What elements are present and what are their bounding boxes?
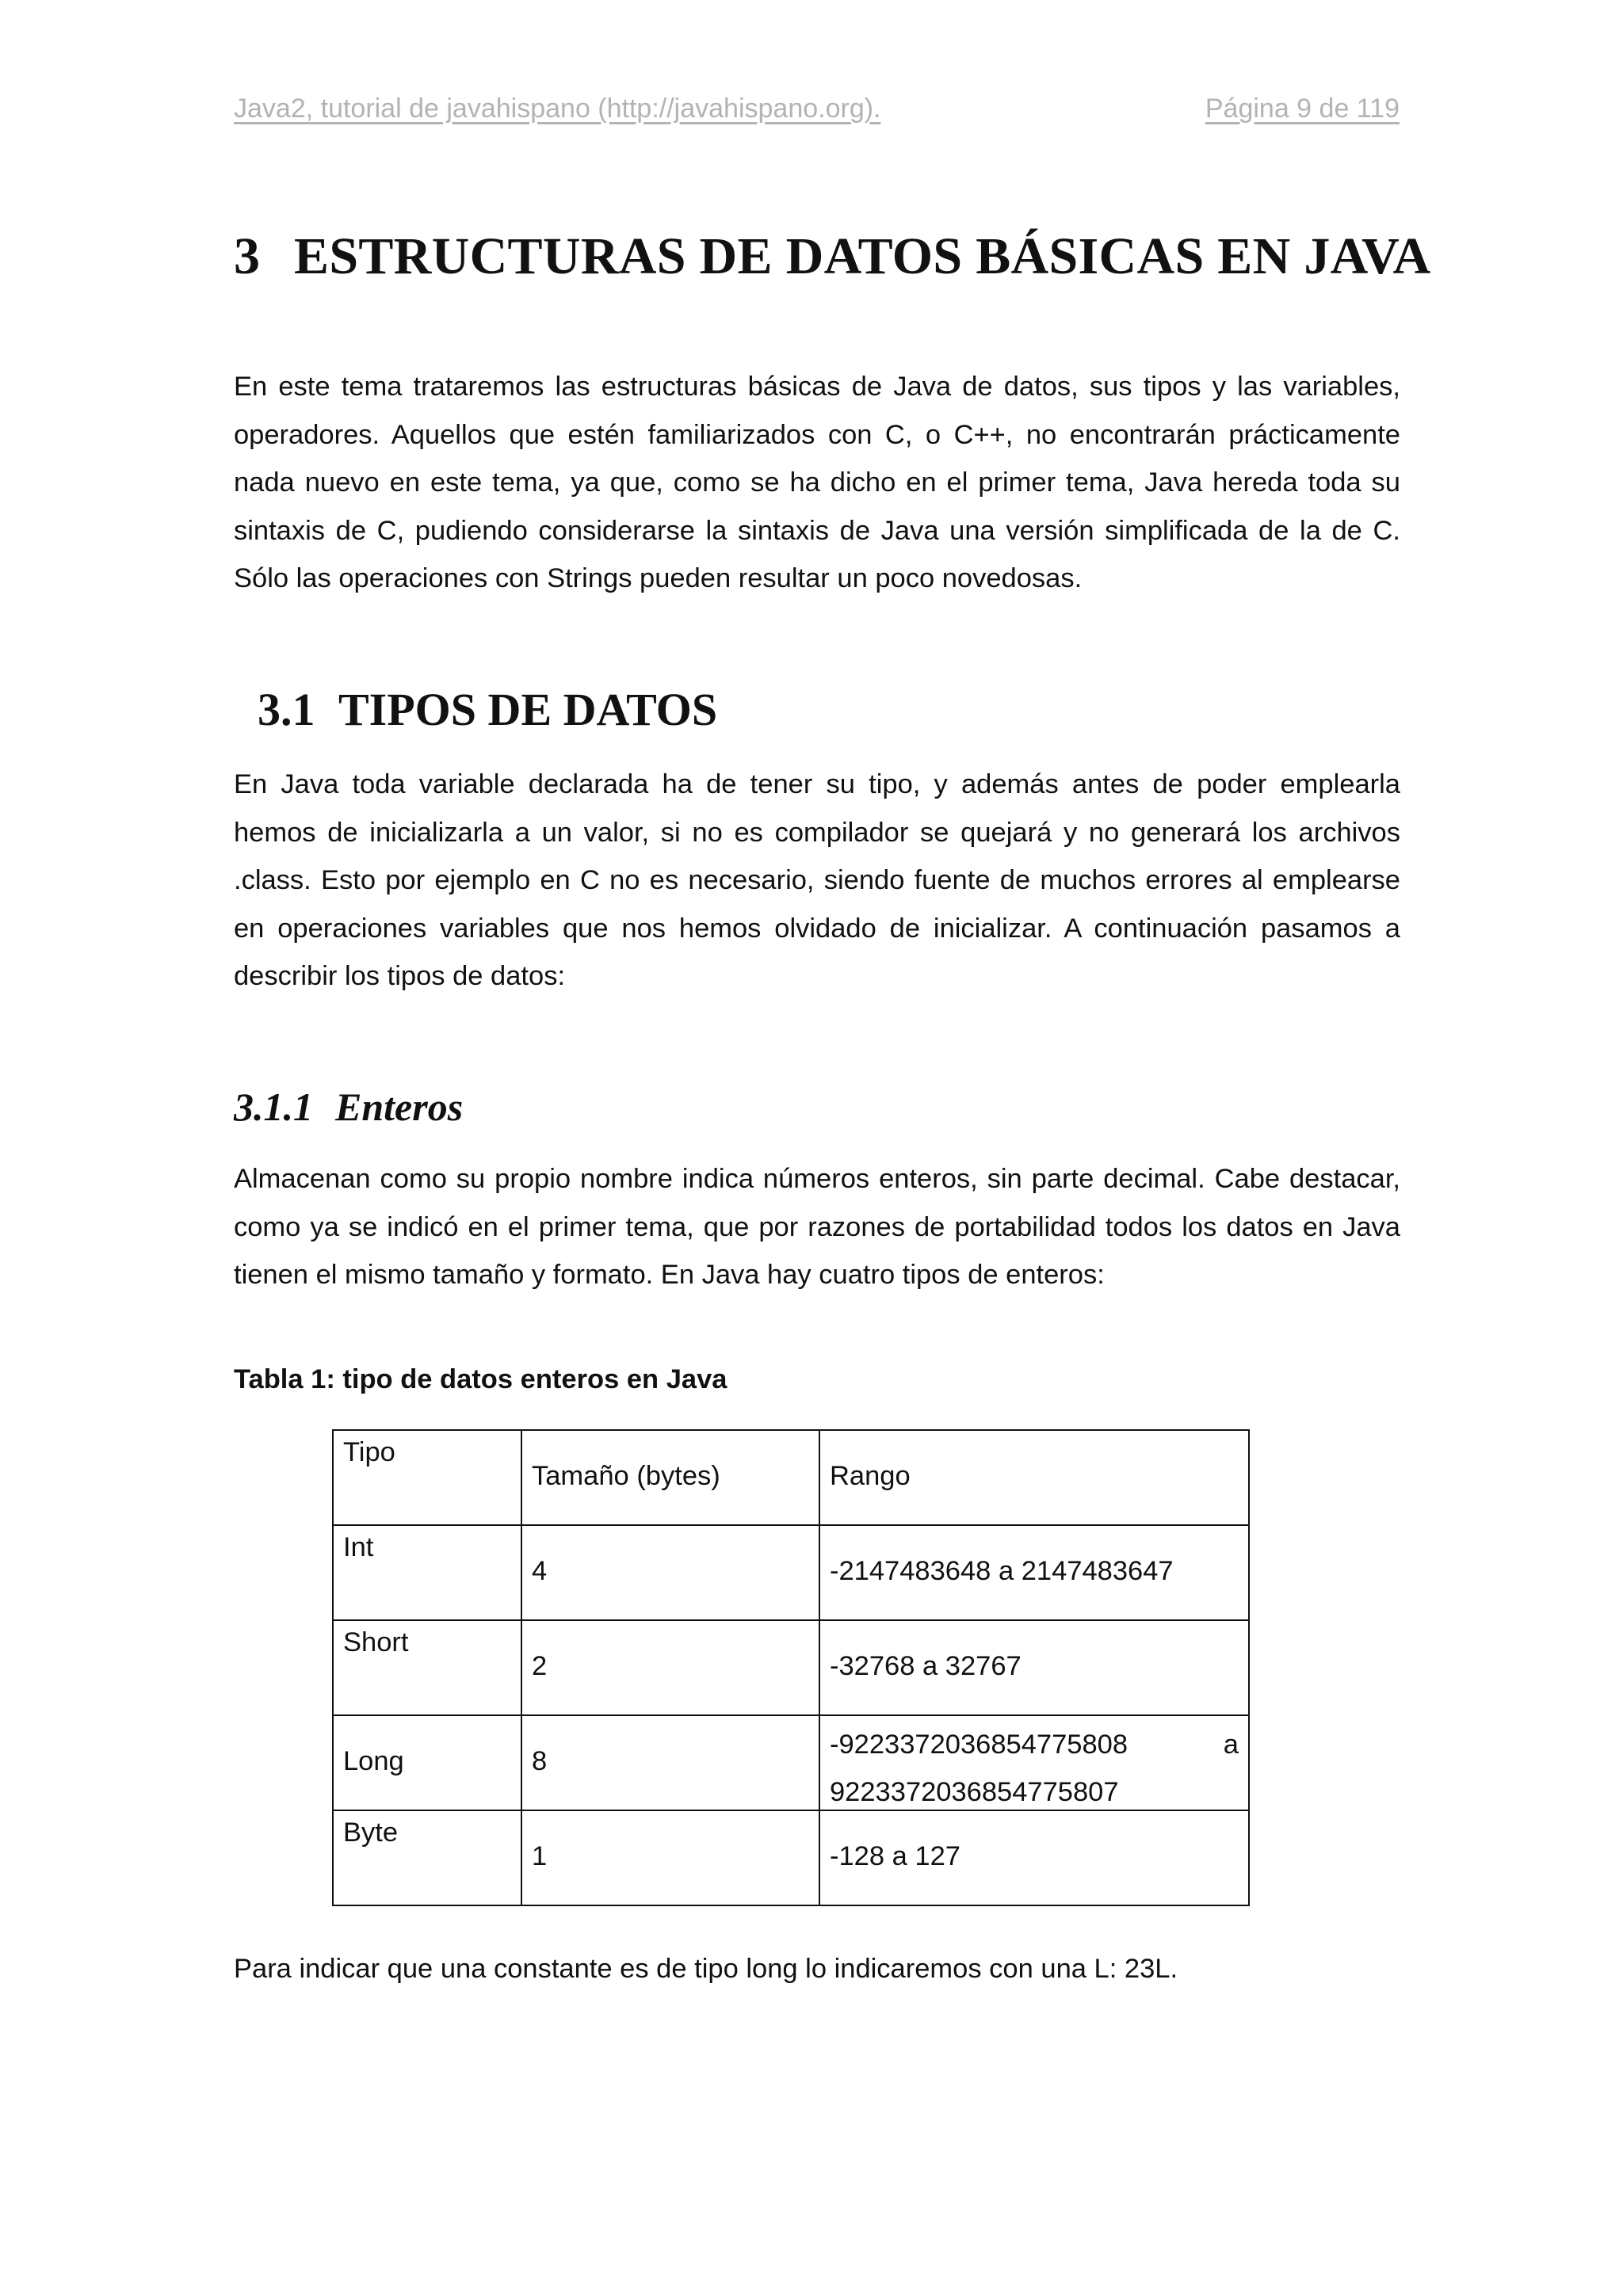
table-cell-size: 4 — [521, 1525, 819, 1620]
subsection-number: 3.1.1 — [234, 1085, 313, 1129]
section-title: TIPOS DE DATOS — [338, 684, 718, 735]
paragraph-line: En este tema trataremos las estructuras básicas de Java de datos, sus tipos y las variables, — [234, 372, 1400, 402]
paragraph-line: en operaciones variables que nos hemos olvidado de inicializar. A continuación pasamos a — [234, 913, 1400, 944]
closing-paragraph: Para indicar que una constante es de tipo long lo indicaremos con una L: 23L. — [234, 1954, 1178, 1984]
table-cell-range — [819, 1715, 1249, 1810]
table-row — [333, 1715, 1249, 1810]
table-cell-type: Long — [333, 1715, 521, 1810]
table-cell-range: -32768 a 32767 — [819, 1620, 1249, 1715]
paragraph-line: En Java toda variable declarada ha de tener su tipo, y además antes de poder emplearla — [234, 769, 1400, 799]
section-paragraph — [234, 761, 1400, 1001]
table-cell-size: 2 — [521, 1620, 819, 1715]
paragraph-line: Sólo las operaciones con Strings pueden resultar un poco novedosas. — [234, 563, 1083, 593]
paragraph-line: Almacenan como su propio nombre indica números enteros, sin parte decimal. Cabe destacar, — [234, 1164, 1400, 1194]
table-cell-size: 8 — [521, 1715, 819, 1810]
table-cell-type: Short — [333, 1620, 521, 1715]
table-header-cell: Tamaño (bytes) — [521, 1430, 819, 1525]
subsection-title: Enteros — [335, 1085, 464, 1129]
table-header-cell: Tipo — [333, 1430, 521, 1525]
paragraph-line: operadores. Aquellos que estén familiarizados con C, o C++, no encontrarán prácticamente — [234, 419, 1400, 450]
paragraph-line: como ya se indicó en el primer tema, que por razones de portabilidad todos los datos en Java — [234, 1211, 1400, 1242]
paragraph-line: .class. Esto por ejemplo en C no es necesario, siendo fuente de muchos errores al emplearse — [234, 865, 1400, 895]
section-number: 3.1 — [258, 684, 315, 735]
table-row — [333, 1810, 1249, 1905]
paragraph-line: nada nuevo en este tema, ya que, como se ha dicho en el primer tema, Java hereda toda su — [234, 467, 1400, 498]
subsection-heading — [234, 1084, 463, 1130]
chapter-number: 3 — [234, 227, 261, 285]
chapter-title: ESTRUCTURAS DE DATOS BÁSICAS EN JAVA — [294, 227, 1431, 285]
table-cell-size: 1 — [521, 1810, 819, 1905]
table-caption: Tabla 1: tipo de datos enteros en Java — [234, 1364, 727, 1394]
running-header-page-number: Página 9 de 119 — [1205, 93, 1400, 124]
table-cell-type: Int — [333, 1525, 521, 1620]
table-header-cell: Rango — [819, 1430, 1249, 1525]
section-heading — [258, 683, 717, 736]
paragraph-line: hemos de inicializarla a un valor, si no es compilador se quejará y no generará los archivos — [234, 817, 1400, 848]
running-header-title: Java2, tutorial de javahispano (http://javahispano.org). — [234, 93, 881, 124]
paragraph-line: sintaxis de C, pudiendo considerarse la sintaxis de Java una versión simplificada de la de C. — [234, 515, 1400, 546]
table-row — [333, 1620, 1249, 1715]
chapter-heading — [234, 227, 1431, 287]
intro-paragraph — [234, 363, 1400, 603]
paragraph-line: describir los tipos de datos: — [234, 961, 566, 991]
subsection-paragraph — [234, 1155, 1400, 1299]
range-line: -9223372036854775808 a — [830, 1730, 1239, 1760]
table-cell-type: Byte — [333, 1810, 521, 1905]
table-row — [333, 1525, 1249, 1620]
integer-types-table — [332, 1429, 1250, 1906]
table-cell-range: -2147483648 a 2147483647 — [819, 1525, 1249, 1620]
table-header-row — [333, 1430, 1249, 1525]
range-line: 9223372036854775807 — [830, 1777, 1119, 1807]
table-cell-range: -128 a 127 — [819, 1810, 1249, 1905]
paragraph-line: tienen el mismo tamaño y formato. En Java hay cuatro tipos de enteros: — [234, 1260, 1105, 1290]
